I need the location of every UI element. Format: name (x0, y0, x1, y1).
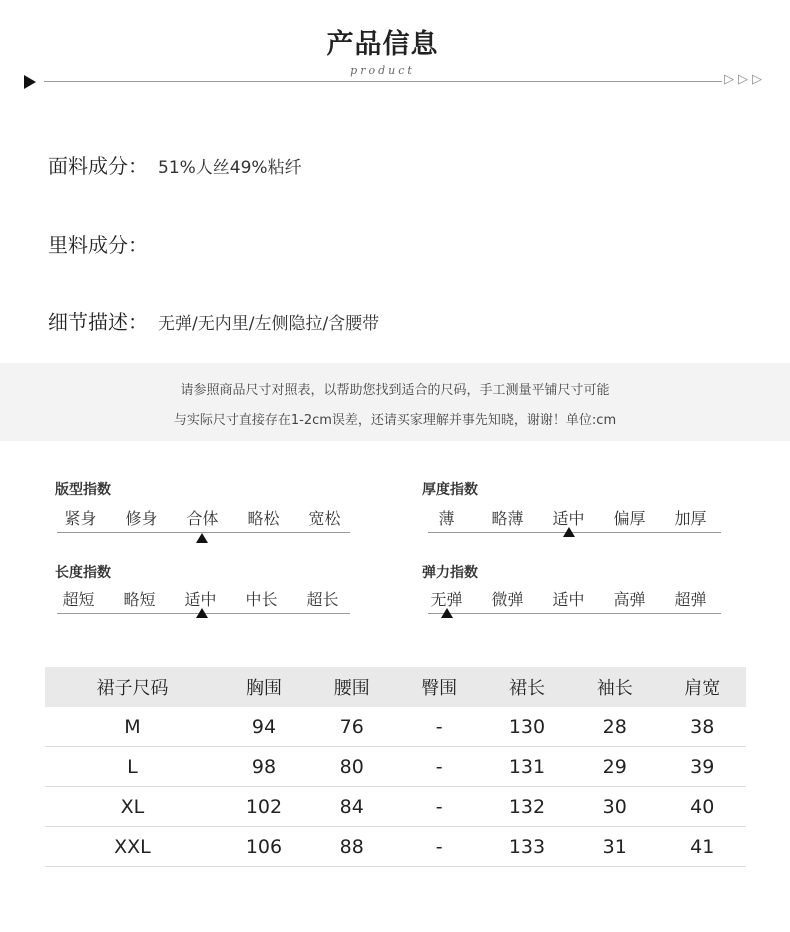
elasticity-option: 无弹 (430, 590, 463, 609)
table-cell: 40 (658, 787, 746, 827)
fit-option: 略松 (247, 509, 280, 528)
elasticity-option: 微弹 (491, 590, 524, 609)
detail-value: 无弹/无内里/左侧隐拉/含腰带 (158, 314, 380, 334)
thickness-option: 略薄 (491, 509, 524, 528)
table-cell: XXL (45, 827, 220, 867)
table-header-row (45, 667, 746, 707)
size-table (45, 667, 746, 867)
thickness-option: 适中 (552, 509, 585, 528)
length-option: 中长 (245, 590, 278, 609)
elasticity-index-line (428, 613, 721, 614)
fit-option: 宽松 (308, 509, 341, 528)
header-waist: 腰围 (308, 667, 395, 707)
arrow-right-icon (24, 75, 36, 89)
table-cell: 102 (220, 787, 308, 827)
length-indicator-icon (196, 608, 208, 618)
fit-indicator-icon (196, 533, 208, 543)
thickness-option: 薄 (438, 509, 455, 528)
note-line-1: 请参照商品尺寸对照表，以帮助您找到适合的尺码，手工测量平铺尺寸可能 (180, 383, 610, 398)
table-cell: L (45, 747, 220, 787)
table-cell: - (395, 827, 482, 867)
fit-option: 合体 (186, 509, 219, 528)
thickness-indicator-icon (563, 527, 575, 537)
table-cell: 133 (483, 827, 571, 867)
elasticity-option: 高弹 (613, 590, 646, 609)
elasticity-index-options (416, 587, 721, 610)
table-cell: 106 (220, 827, 308, 867)
thickness-index-title: 厚度指数 (422, 482, 478, 498)
length-option: 超长 (306, 590, 339, 609)
length-option: 超短 (62, 590, 95, 609)
table-cell: 98 (220, 747, 308, 787)
table-cell: 88 (308, 827, 395, 867)
table-cell: 31 (571, 827, 658, 867)
header-skirt-length: 裙长 (483, 667, 571, 707)
fit-option: 紧身 (64, 509, 97, 528)
table-cell: 30 (571, 787, 658, 827)
table-cell: 29 (571, 747, 658, 787)
fabric-value: 51%人丝49%粘纤 (158, 158, 302, 178)
table-cell: 39 (658, 747, 746, 787)
fit-index-options (50, 506, 355, 529)
table-cell: - (395, 747, 482, 787)
table-cell: M (45, 707, 220, 747)
header-divider (44, 81, 722, 82)
lining-row (48, 229, 158, 258)
table-cell: 28 (571, 707, 658, 747)
fit-index-title: 版型指数 (55, 482, 111, 498)
detail-label: 细节描述： (48, 310, 148, 334)
table-cell: 84 (308, 787, 395, 827)
header-hip: 臀围 (395, 667, 482, 707)
thickness-option: 偏厚 (613, 509, 646, 528)
table-cell: 130 (483, 707, 571, 747)
table-cell: 131 (483, 747, 571, 787)
length-option: 适中 (184, 590, 217, 609)
page-title: 产品信息 (326, 29, 439, 60)
table-cell: XL (45, 787, 220, 827)
fabric-label: 面料成分： (48, 154, 148, 178)
elasticity-option: 超弹 (674, 590, 707, 609)
header-size: 裙子尺码 (45, 667, 220, 707)
table-row (45, 787, 746, 827)
table-row (45, 747, 746, 787)
fabric-row (48, 150, 302, 179)
elasticity-option: 适中 (552, 590, 585, 609)
table-row (45, 707, 746, 747)
length-index-title: 长度指数 (55, 565, 111, 581)
table-cell: 41 (658, 827, 746, 867)
elasticity-indicator-icon (441, 608, 453, 618)
thickness-option: 加厚 (674, 509, 707, 528)
size-note-band (0, 363, 790, 441)
header-shoulder: 肩宽 (658, 667, 746, 707)
length-option: 略短 (123, 590, 156, 609)
elasticity-index-title: 弹力指数 (422, 565, 478, 581)
header-sleeve-length: 袖长 (571, 667, 658, 707)
note-line-2: 与实际尺寸直接存在1-2cm误差，还请买家理解并事先知晓，谢谢！单位:cm (173, 413, 617, 428)
lining-label: 里料成分： (48, 233, 148, 257)
table-cell: - (395, 707, 482, 747)
header-bust: 胸围 (220, 667, 308, 707)
thickness-index-options (416, 506, 721, 529)
length-index-options (48, 587, 353, 610)
table-cell: 94 (220, 707, 308, 747)
table-cell: 76 (308, 707, 395, 747)
triple-arrow-icon: ▷▷▷ (724, 72, 766, 87)
table-cell: 132 (483, 787, 571, 827)
page-subtitle: product (350, 64, 415, 77)
table-cell: 80 (308, 747, 395, 787)
table-row (45, 827, 746, 867)
fit-option: 修身 (125, 509, 158, 528)
table-cell: 38 (658, 707, 746, 747)
detail-row (48, 306, 379, 335)
table-cell: - (395, 787, 482, 827)
